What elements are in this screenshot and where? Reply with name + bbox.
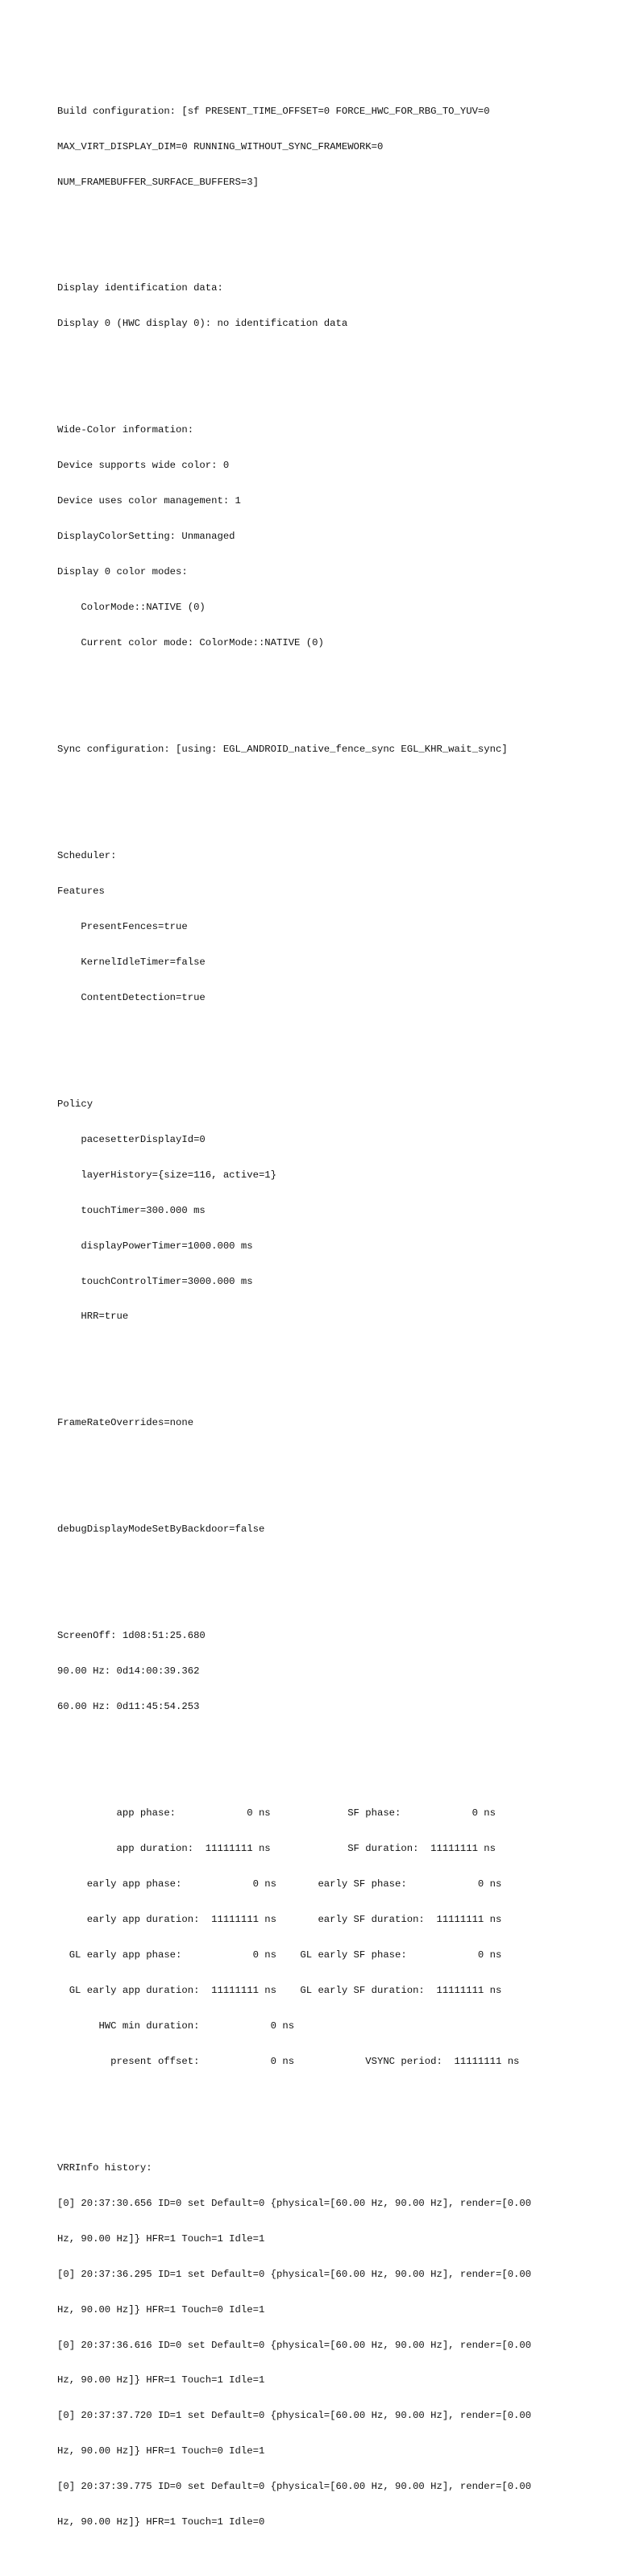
scheduler-line: Features <box>57 885 105 897</box>
vrr-history-line: Hz, 90.00 Hz]} HFR=1 Touch=0 Idle=1 <box>57 2303 265 2315</box>
policy-line: layerHistory={size=116, active=1} <box>57 1169 276 1181</box>
frame-rate-overrides-section <box>57 1394 605 1453</box>
build-configuration-line: MAX_VIRT_DISPLAY_DIM=0 RUNNING_WITHOUT_SYNC_FRAMEWORK=0 <box>57 140 384 152</box>
policy-line: pacesetterDisplayId=0 <box>57 1133 206 1145</box>
vrr-history-line: Hz, 90.00 Hz]} HFR=1 Touch=1 Idle=0 <box>57 2516 265 2528</box>
wide-color-line: Device supports wide color: 0 <box>57 460 230 472</box>
build-configuration-line: NUM_FRAMEBUFFER_SURFACE_BUFFERS=3] <box>57 176 259 188</box>
vrr-history-line: [0] 20:37:36.616 ID=0 set Default=0 {physical=[60.00 Hz, 90.00 Hz], render=[0.00 <box>57 2339 532 2351</box>
sync-configuration-section <box>57 720 605 779</box>
display-identification-line: Display 0 (HWC display 0): no identification data <box>57 318 348 330</box>
vsync-table-row: early app duration: 11111111 ns early SF duration: 11111111 ns <box>57 1913 502 1925</box>
vsync-table-row: early app phase: 0 ns early SF phase: 0 ns <box>57 1878 502 1890</box>
screen-time-line: ScreenOff: 1d08:51:25.680 <box>57 1630 206 1642</box>
scheduler-line: KernelIdleTimer=false <box>57 956 206 968</box>
surfaceflinger-dump-text <box>57 58 605 2576</box>
debug-display-mode-line: debugDisplayModeSetByBackdoor=false <box>57 1524 265 1536</box>
vrr-history-line: [0] 20:37:36.295 ID=1 set Default=0 {physical=[60.00 Hz, 90.00 Hz], render=[0.00 <box>57 2268 532 2280</box>
vsync-table-section <box>57 1784 605 2091</box>
wide-color-line: Current color mode: ColorMode::NATIVE (0) <box>57 637 324 649</box>
vsync-table-row: GL early app phase: 0 ns GL early SF phase: 0 ns <box>57 1949 502 1961</box>
build-configuration-line: Build configuration: [sf PRESENT_TIME_OFFSET=0 FORCE_HWC_FOR_RBG_TO_YUV=0 <box>57 105 490 117</box>
vrr-history-line: [0] 20:37:39.775 ID=0 set Default=0 {physical=[60.00 Hz, 90.00 Hz], render=[0.00 <box>57 2481 532 2493</box>
display-identification-line: Display identification data: <box>57 282 223 294</box>
policy-line: touchTimer=300.000 ms <box>57 1204 206 1216</box>
vrr-history-section <box>57 2138 605 2552</box>
vrr-history-line: [0] 20:37:30.656 ID=0 set Default=0 {physical=[60.00 Hz, 90.00 Hz], render=[0.00 <box>57 2197 532 2209</box>
policy-line: HRR=true <box>57 1311 129 1323</box>
vsync-table-row: app phase: 0 ns SF phase: 0 ns <box>57 1807 496 1819</box>
vsync-table-row: GL early app duration: 11111111 ns GL early SF duration: 11111111 ns <box>57 1984 502 1996</box>
build-configuration-section <box>57 81 605 211</box>
scheduler-line: ContentDetection=true <box>57 991 206 1003</box>
frame-rate-overrides-line: FrameRateOverrides=none <box>57 1417 194 1429</box>
screen-time-section <box>57 1607 605 1736</box>
debug-display-mode-section <box>57 1500 605 1559</box>
display-identification-section <box>57 259 605 353</box>
sync-configuration-line: Sync configuration: [using: EGL_ANDROID_native_fence_sync EGL_KHR_wait_sync] <box>57 744 508 756</box>
scheduler-section <box>57 827 605 1027</box>
wide-color-line: DisplayColorSetting: Unmanaged <box>57 531 235 543</box>
wide-color-line: Device uses color management: 1 <box>57 495 241 507</box>
vsync-table-row: present offset: 0 ns VSYNC period: 11111111 ns <box>57 2055 520 2067</box>
policy-line: touchControlTimer=3000.000 ms <box>57 1275 253 1287</box>
screen-time-line: 90.00 Hz: 0d14:00:39.362 <box>57 1665 200 1678</box>
scheduler-line: PresentFences=true <box>57 920 188 932</box>
wide-color-line: Display 0 color modes: <box>57 566 188 578</box>
policy-line: displayPowerTimer=1000.000 ms <box>57 1240 253 1252</box>
vsync-table-row: app duration: 11111111 ns SF duration: 11111111 ns <box>57 1842 496 1854</box>
vrr-history-line: Hz, 90.00 Hz]} HFR=1 Touch=1 Idle=1 <box>57 2374 265 2386</box>
wide-color-section <box>57 401 605 673</box>
vrr-history-line: Hz, 90.00 Hz]} HFR=1 Touch=0 Idle=1 <box>57 2445 265 2457</box>
wide-color-line: Wide-Color information: <box>57 424 194 436</box>
policy-section <box>57 1074 605 1346</box>
vrr-history-line: [0] 20:37:37.720 ID=1 set Default=0 {physical=[60.00 Hz, 90.00 Hz], render=[0.00 <box>57 2410 532 2422</box>
policy-line: Policy <box>57 1098 93 1110</box>
scheduler-line: Scheduler: <box>57 849 117 861</box>
vrr-history-line: Hz, 90.00 Hz]} HFR=1 Touch=1 Idle=1 <box>57 2232 265 2245</box>
wide-color-line: ColorMode::NATIVE (0) <box>57 602 206 614</box>
vsync-table-row: HWC min duration: 0 ns <box>57 2020 295 2032</box>
vrr-history-line: VRRInfo history: <box>57 2161 152 2174</box>
screen-time-line: 60.00 Hz: 0d11:45:54.253 <box>57 1701 200 1713</box>
